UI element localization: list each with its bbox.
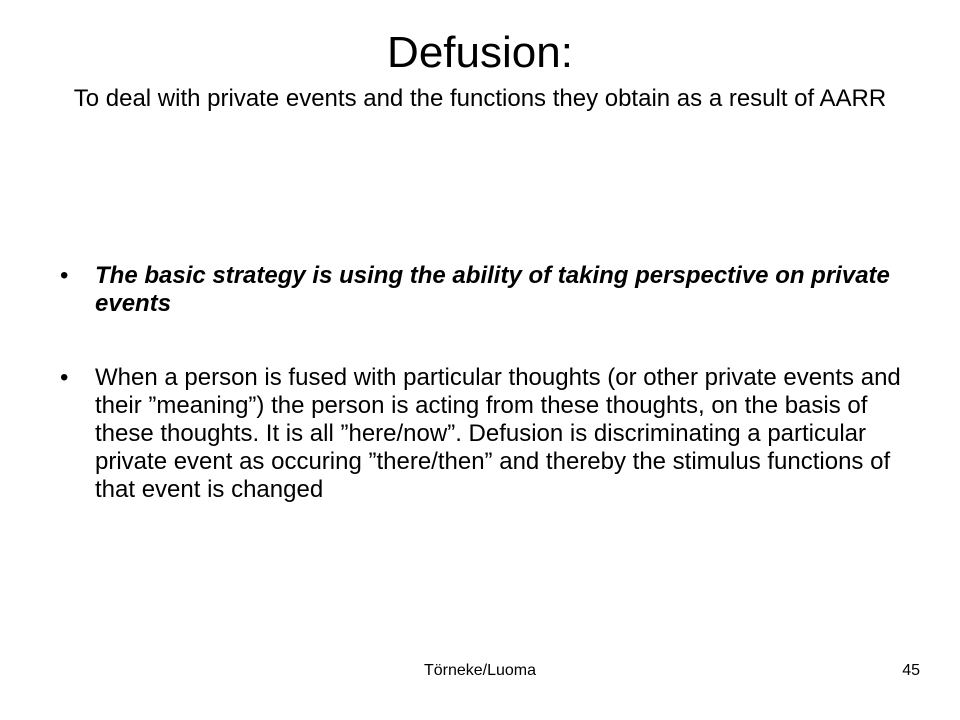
footer-author: Törneke/Luoma: [423, 662, 537, 679]
bullet-list: [60, 262, 920, 504]
bullet-text: The basic strategy is using the ability of taking perspective on private events: [95, 262, 890, 317]
bullet-item: [60, 262, 920, 318]
bullet-item: [60, 364, 920, 504]
slide-title: Defusion:: [387, 28, 573, 77]
slide-title-block: [40, 26, 920, 118]
bullet-icon: •: [60, 262, 69, 289]
bullet-icon: •: [60, 364, 69, 391]
bullet-text: When a person is fused with particular thoughts (or other private events and their ”meaning”) the person is acting from these thoughts, on the basis of these thoughts. It is all ”here/now”. Defusion is discriminating a particular private event as occuring ”there/then” and thereby the stimulus functions of that event is changed: [95, 364, 901, 503]
page-number: 45: [902, 662, 920, 679]
slide-subtitle: To deal with private events and the functions they obtain as a result of AARR: [73, 85, 887, 112]
